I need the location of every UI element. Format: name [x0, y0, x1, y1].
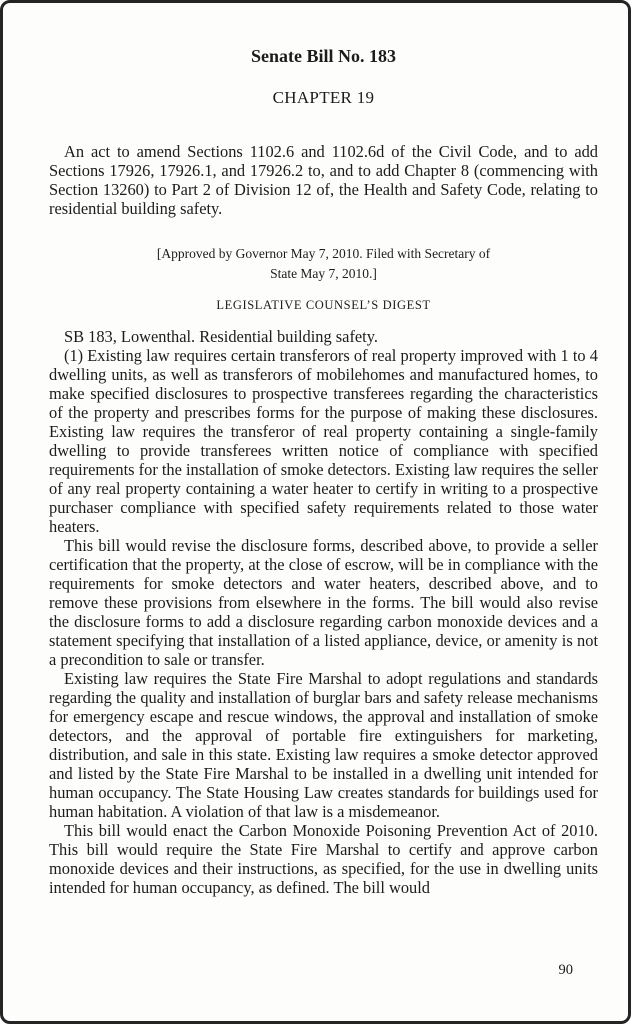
digest-heading: LEGISLATIVE COUNSEL’S DIGEST	[216, 298, 431, 312]
approval-note-text: [Approved by Governor May 7, 2010. Filed with Secretary of State May 7, 2010.]	[156, 246, 491, 281]
chapter-heading: CHAPTER 19	[272, 88, 375, 107]
digest-body	[49, 327, 598, 897]
body-paragraph-2: This bill would revise the disclosure forms, described above, to provide a seller certification that the property, at the close of escrow, will be in compliance with the requirements for smoke detectors and water heaters, described above, and to remove these provisions from elsewhere in the forms. The bill would also revise the disclosure forms to add a disclosure regarding carbon monoxide devices and a statement specifying that installation of a listed appliance, device, or amenity is not a precondition to sale or transfer.	[49, 536, 598, 669]
bill-title: Senate Bill No. 183	[250, 46, 396, 66]
body-paragraph-4: This bill would enact the Carbon Monoxide Poisoning Prevention Act of 2010. This bill would require the State Fire Marshal to certify and approve carbon monoxide devices and their instructions, as specified, for the use in dwelling units intended for human occupancy, as defined. The bill would	[49, 821, 598, 897]
act-summary: An act to amend Sections 1102.6 and 1102.6d of the Civil Code, and to add Sections 17926, 17926.1, and 17926.2 to, and to add Chapter 8 (commencing with Section 13260) to Part 2 of Division 12 of, the Health and Safety Code, relating to residential building safety.	[49, 142, 598, 218]
digest-intro-paragraph: SB 183, Lowenthal. Residential building safety.	[64, 327, 378, 346]
approval-note	[49, 244, 598, 283]
body-paragraph-1: (1) Existing law requires certain transferors of real property improved with 1 to 4 dwelling units, as well as transferors of mobilehomes and manufactured homes, to make specified disclosures to prospective transferees regarding the characteristics of the property and prescribes forms for the purpose of making these disclosures. Existing law requires the transferor of real property containing a single-family dwelling to provide transferees written notice of compliance with specified requirements for the installation of smoke detectors. Existing law requires the seller of any real property containing a water heater to certify in writing to a prospective purchaser compliance with specified safety requirements related to those water heaters.	[49, 346, 598, 536]
page-number: 90	[558, 962, 573, 978]
body-paragraph-3: Existing law requires the State Fire Marshal to adopt regulations and standards regarding the quality and installation of burglar bars and safety release mechanisms for emergency escape and rescue windows, the approval and installation of smoke detectors, and the approval of portable fire extinguishers for marketing, distribution, and sale in this state. Existing law requires a smoke detector approved and listed by the State Fire Marshal to be installed in a dwelling unit intended for human occupancy. The State Housing Law creates standards for buildings used for human habitation. A violation of that law is a misdemeanor.	[49, 669, 598, 821]
